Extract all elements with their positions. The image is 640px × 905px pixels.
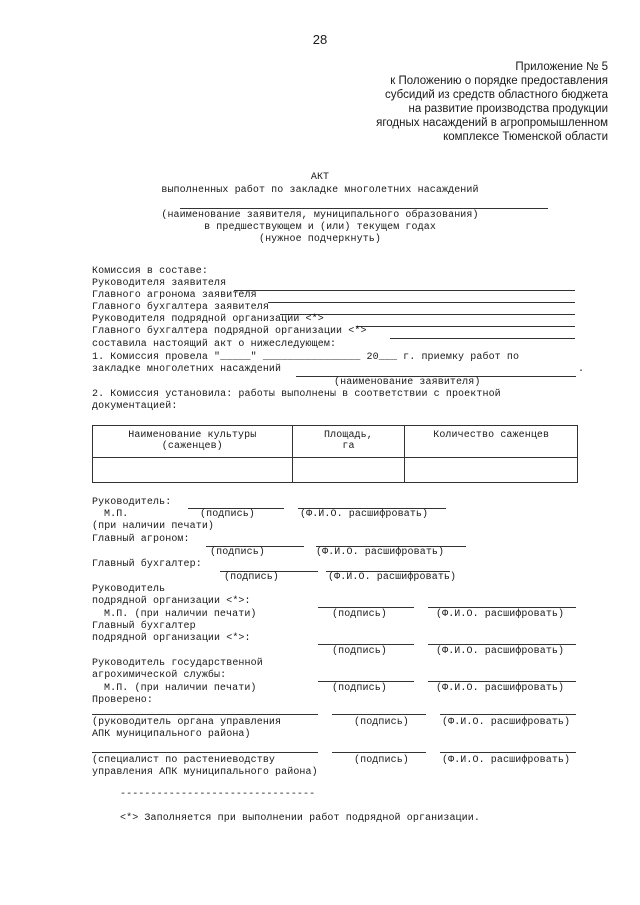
accountant-label: Главный бухгалтер: xyxy=(92,559,202,570)
member-accountant: Главного бухгалтера заявителя xyxy=(92,302,269,313)
item-2-line-1: 2. Комиссия установила: работы выполнены в соответствии с проектной xyxy=(92,389,501,400)
member-agronomist: Главного агронома заявителя xyxy=(92,290,257,301)
accountant-signature-caption: (подпись) xyxy=(224,572,279,583)
item-1-line-1: 1. Комиссия провела "_____" ________________ 20___ г. приемку работ по xyxy=(92,352,520,363)
director-signature-caption: (подпись) xyxy=(200,509,255,520)
header-crop: Наименование культуры (саженцев) xyxy=(93,426,293,458)
member-contractor-accountant: Главного бухгалтера подрядной организации <*> xyxy=(92,326,367,337)
agrochem-fio-caption: (Ф.И.О. расшифровать) xyxy=(436,683,565,694)
contractor-director-fio-caption: (Ф.И.О. расшифровать) xyxy=(436,609,565,620)
appendix-line-6: комплексе Тюменской области xyxy=(443,131,608,143)
agrochem-signature-line xyxy=(318,681,414,682)
contractor-accountant-label-2: подрядной организации <*>: xyxy=(92,633,251,644)
contractor-director-mp: М.П. (при наличии печати) xyxy=(104,609,257,620)
contractor-director-label-2: подрядной организации <*>: xyxy=(92,596,251,607)
contractor-director-signature-caption: (подпись) xyxy=(332,609,387,620)
contractor-director-fio-line xyxy=(428,607,576,608)
item-1-period: . xyxy=(578,364,585,375)
act-subtitle: выполненных работ по закладке многолетних насаждений xyxy=(161,185,479,196)
contractor-accountant-fio-caption: (Ф.И.О. расшифровать) xyxy=(436,646,565,657)
checked-label: Проверено: xyxy=(92,695,154,706)
item-1-line-2: закладке многолетних насаждений xyxy=(92,364,282,375)
applicant-name-caption: (наименование заявителя, муниципального образования) xyxy=(161,210,479,221)
footnote-separator: -------------------------------- xyxy=(120,789,316,800)
member-director-line xyxy=(234,290,575,291)
director-fio-caption: (Ф.И.О. расшифровать) xyxy=(300,509,429,520)
member-contractor-director: Руководителя подрядной организации <*> xyxy=(92,314,324,325)
contractor-accountant-label-1: Главный бухгалтер xyxy=(92,621,196,632)
member-accountant-line xyxy=(280,314,575,315)
director-label: Руководитель: xyxy=(92,497,172,508)
footnote-text: <*> Заполняется при выполнении работ подрядной организации. xyxy=(120,813,480,824)
member-contractor-director-line xyxy=(356,326,575,327)
page-number: 28 xyxy=(312,32,328,47)
director-mp: М.П. xyxy=(104,509,129,520)
apk-head-caption-2: АПК муниципального района) xyxy=(92,729,251,740)
applicant-name-line xyxy=(180,208,548,209)
agronomist-label: Главный агроном: xyxy=(92,534,190,545)
commission-intro: Комиссия в составе: xyxy=(92,266,208,277)
appendix-line-1: Приложение № 5 xyxy=(515,61,608,73)
specialist-fio-caption: (Ф.И.О. расшифровать) xyxy=(442,755,571,766)
agrochem-label-2: агрохимической службы: xyxy=(92,670,227,681)
act-title: АКТ xyxy=(310,172,330,183)
contractor-accountant-fio-line xyxy=(428,644,576,645)
item-2-line-2: документацией: xyxy=(92,401,178,412)
specialist-signature-caption: (подпись) xyxy=(354,755,409,766)
contractor-director-signature-line xyxy=(318,607,414,608)
apk-head-signature-caption: (подпись) xyxy=(354,717,409,728)
agrochem-signature-caption: (подпись) xyxy=(332,683,387,694)
appendix-line-3: субсидий из средств областного бюджета xyxy=(384,89,608,101)
agrochem-mp: М.П. (при наличии печати) xyxy=(104,683,257,694)
contractor-director-label-1: Руководитель xyxy=(92,584,166,595)
planting-table xyxy=(92,425,578,483)
table-header-row xyxy=(93,426,578,458)
appendix-line-2: к Положению о порядке предоставления xyxy=(390,75,608,87)
specialist-signature-line xyxy=(332,752,426,753)
header-area: Площадь, га xyxy=(292,426,405,458)
apk-head-name-line xyxy=(92,714,318,715)
cell-area[interactable] xyxy=(292,458,405,483)
apk-head-caption-1: (руководитель органа управления xyxy=(92,717,282,728)
member-director: Руководителя заявителя xyxy=(92,278,227,289)
agronomist-fio-caption: (Ф.И.О. расшифровать) xyxy=(316,547,445,558)
specialist-caption-2: управления АПК муниципального района) xyxy=(92,767,318,778)
appendix-line-4: на развитие производства продукции xyxy=(408,103,608,115)
contractor-accountant-signature-caption: (подпись) xyxy=(332,646,387,657)
underline-note: (нужное подчеркнуть) xyxy=(258,234,382,245)
member-agronomist-line xyxy=(268,302,575,303)
specialist-fio-line xyxy=(440,752,576,753)
director-seal-note: (при наличии печати) xyxy=(92,521,215,532)
act-composed-text: составила настоящий акт о нижеследующем: xyxy=(92,339,337,350)
accountant-fio-caption: (Ф.И.О. расшифровать) xyxy=(328,572,457,583)
contractor-accountant-signature-line xyxy=(318,644,414,645)
item-1-caption: (наименование заявителя) xyxy=(334,377,481,388)
specialist-name-line xyxy=(92,752,318,753)
apk-head-fio-line xyxy=(440,714,576,715)
member-contractor-accountant-line xyxy=(390,338,575,339)
cell-seedling-count[interactable] xyxy=(405,458,578,483)
specialist-caption-1: (специалист по растениеводству xyxy=(92,755,276,766)
header-seedling-count: Количество саженцев xyxy=(405,426,578,458)
appendix-line-5: ягодных насаждений в агропромышленном xyxy=(376,117,608,129)
agrochem-fio-line xyxy=(428,681,576,682)
apk-head-signature-line xyxy=(332,714,426,715)
apk-head-fio-caption: (Ф.И.О. расшифровать) xyxy=(442,717,571,728)
table-row xyxy=(93,458,578,483)
agronomist-signature-caption: (подпись) xyxy=(210,547,265,558)
agrochem-label-1: Руководитель государственной xyxy=(92,658,263,669)
cell-crop[interactable] xyxy=(93,458,293,483)
years-line: в предшествующем и (или) текущем годах xyxy=(204,222,436,233)
